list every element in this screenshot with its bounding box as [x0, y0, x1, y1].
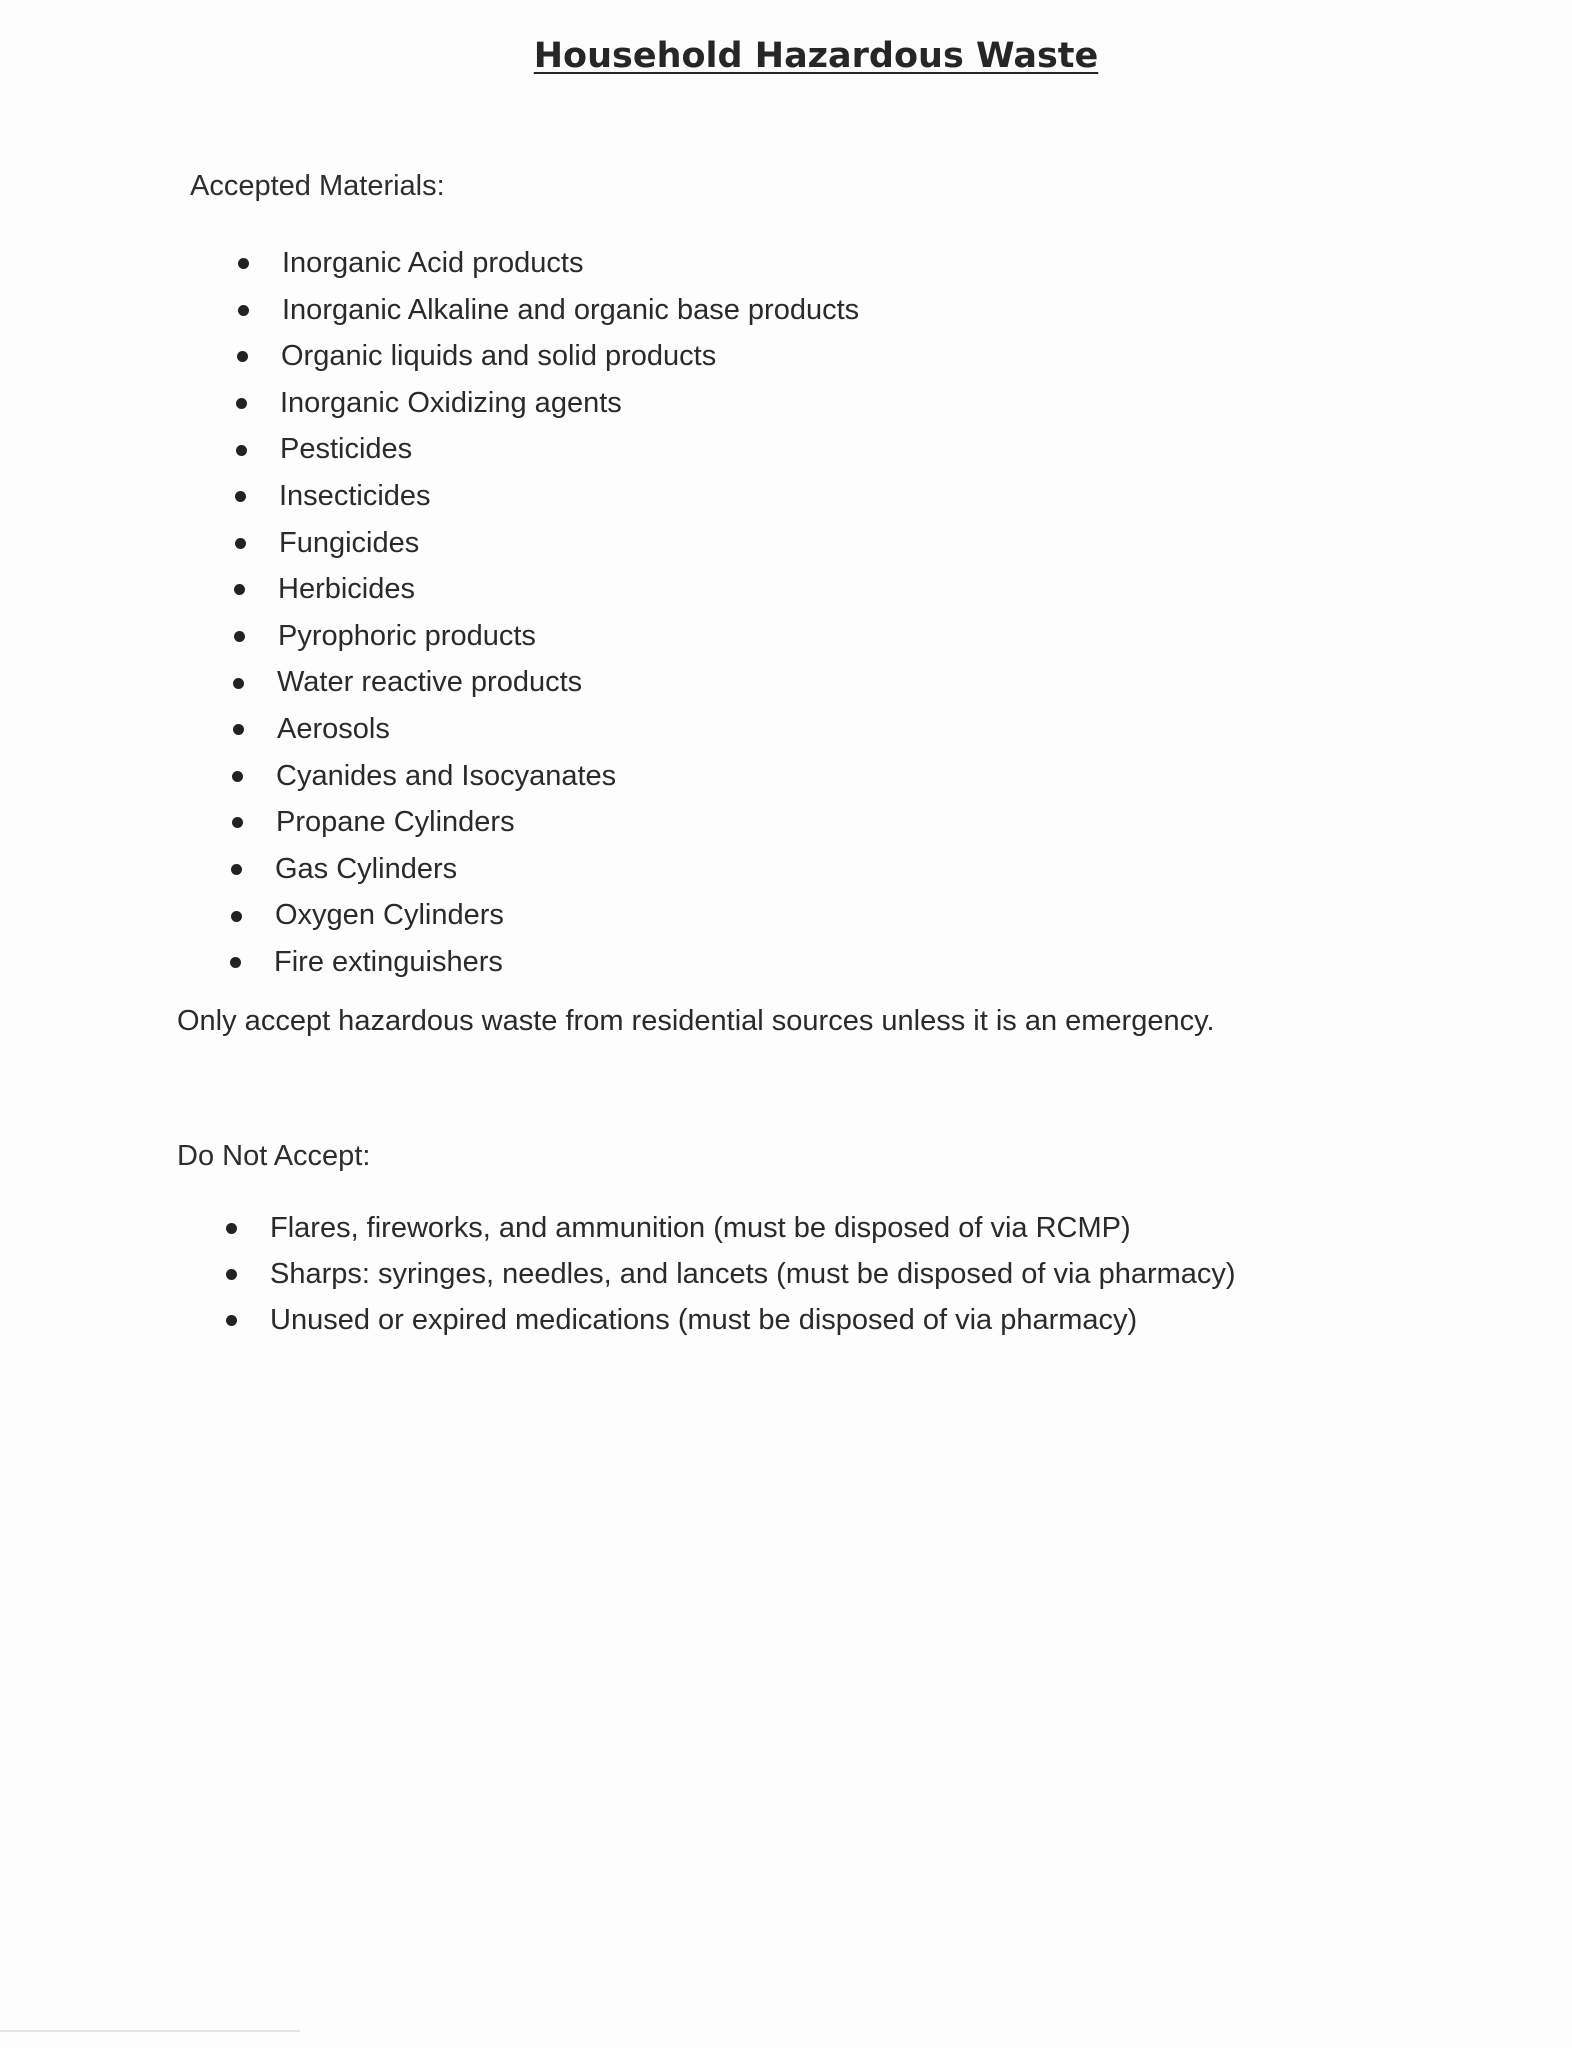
list-item: Fire extinguishers: [230, 939, 851, 986]
accepted-materials-heading: Accepted Materials:: [190, 170, 445, 202]
list-item: Oxygen Cylinders: [231, 892, 852, 939]
list-item: Sharps: syringes, needles, and lancets (must be disposed of via pharmacy): [226, 1251, 1236, 1297]
list-item: Gas Cylinders: [231, 846, 852, 893]
list-item: Pesticides: [236, 426, 857, 473]
residential-only-note: Only accept hazardous waste from residential sources unless it is an emergency.: [177, 1005, 1215, 1037]
list-item: Cyanides and Isocyanates: [232, 753, 853, 800]
list-item: Inorganic Alkaline and organic base products: [238, 287, 859, 334]
list-item: Water reactive products: [233, 659, 854, 706]
do-not-accept-list: [226, 1205, 1236, 1343]
accepted-materials-list: [238, 240, 859, 986]
list-item: Aerosols: [233, 706, 854, 753]
page-title: Household Hazardous Waste: [533, 36, 1099, 76]
list-item: Herbicides: [234, 566, 855, 613]
list-item: Pyrophoric products: [234, 613, 855, 660]
list-item: Unused or expired medications (must be disposed of via pharmacy): [226, 1297, 1236, 1343]
list-item: Propane Cylinders: [232, 799, 853, 846]
scan-edge-line: [0, 2030, 300, 2032]
list-item: Flares, fireworks, and ammunition (must be disposed of via RCMP): [226, 1205, 1236, 1251]
list-item: Fungicides: [235, 520, 856, 567]
list-item: Insecticides: [235, 473, 856, 520]
list-item: Organic liquids and solid products: [237, 333, 858, 380]
list-item: Inorganic Oxidizing agents: [236, 380, 857, 427]
do-not-accept-heading: Do Not Accept:: [177, 1140, 371, 1172]
list-item: Inorganic Acid products: [238, 240, 859, 287]
